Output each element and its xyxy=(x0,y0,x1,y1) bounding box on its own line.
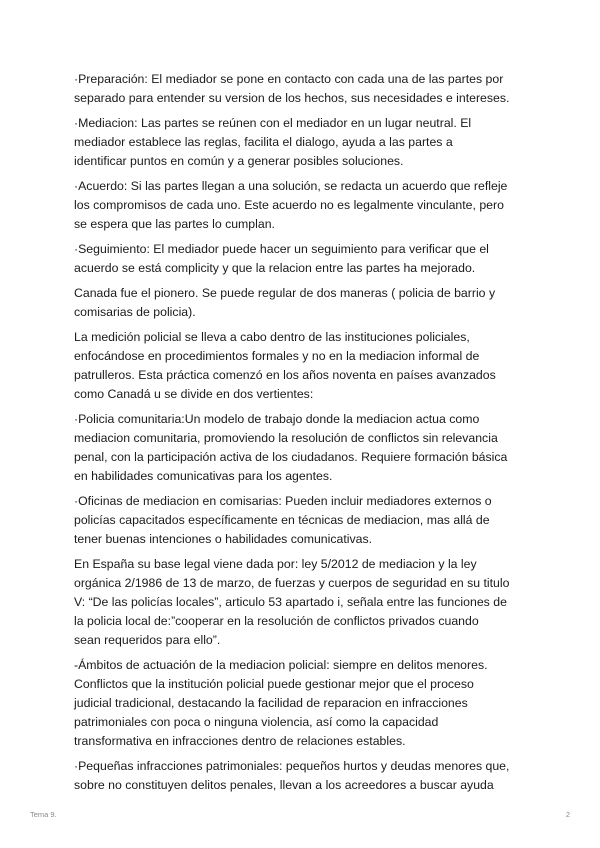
page-number: 2 xyxy=(565,810,570,819)
paragraph-ambitos-actuacion: -Ámbitos de actuación de la mediacion policial: siempre en delitos menores. Conflictos que la institución policial puede gestionar mejor que el proceso judicial tradicional, destacando la facilidad de reparacion en infracciones patrimoniales con poca o ninguna violencia, así como la capacidad transformativa en infracciones dentro de relaciones estables. xyxy=(74,658,488,748)
paragraph-mediacion: ·Mediacion: Las partes se reúnen con el mediador en un lugar neutral. El mediador establece las reglas, facilita el dialogo, ayuda a las partes a identificar puntos en común y a generar posibles soluciones. xyxy=(74,116,472,168)
paragraph-oficinas-mediacion: ·Oficinas de mediacion en comisarias: Pueden incluir mediadores externos o policías capacitados específicamente en técnicas de mediacion, mas allá de tener buenas intenciones o habilidades comunicativas. xyxy=(74,494,492,546)
paragraph-preparacion: ·Preparación: El mediador se pone en contacto con cada una de las partes por separado para entender su version de los hechos, sus necesidades e intereses. xyxy=(74,72,510,105)
paragraph-pequenas-infracciones: ·Pequeñas infracciones patrimoniales: pequeños hurtos y deudas menores que, sobre no constituyen delitos penales, llevan a los acreedores a buscar ayuda xyxy=(74,759,510,792)
paragraph-medicion-policial: La medición policial se lleva a cabo dentro de las instituciones policiales, enfocándose en procedimientos formales y no en la mediacion informal de patrulleros. Esta práctica comenzó en los años noventa en países avanzados como Canadá u se divide en dos vertientes: xyxy=(74,330,496,401)
paragraph-acuerdo: ·Acuerdo: Si las partes llegan a una solución, se redacta un acuerdo que refleje los compromisos de cada uno. Este acuerdo no es legalmente vinculante, pero se espera que las partes lo cumplan. xyxy=(74,179,508,231)
footer-title: Tema 9. xyxy=(30,810,57,819)
paragraph-policia-comunitaria: ·Policia comunitaria:Un modelo de trabajo donde la mediacion actua como mediacion comunitaria, promoviendo la resolución de conflictos sin relevancia penal, con la participación activa de los ciudadanos. Requiere formación básica en habilidades comunicativas para los agentes. xyxy=(74,412,508,483)
paragraph-seguimiento: ·Seguimiento: El mediador puede hacer un seguimiento para verificar que el acuerdo se está complicity y que la relacion entre las partes ha mejorado. xyxy=(74,242,489,275)
paragraph-espana-base-legal: En España su base legal viene dada por: ley 5/2012 de mediacion y la ley orgánica 2/1986 de 13 de marzo, de fuerzas y cuerpos de seguridad en su titulo V: “De las policías locales”, articulo 53 apartado i, señala entre las funciones de la policia local de:”cooperar en la resolución de conflictos privados cuando sean requeridos para ello”. xyxy=(74,557,510,647)
paragraph-canada: Canada fue el pionero. Se puede regular de dos maneras ( policia de barrio y comisarias de policia). xyxy=(74,286,496,319)
page-body xyxy=(74,70,534,801)
